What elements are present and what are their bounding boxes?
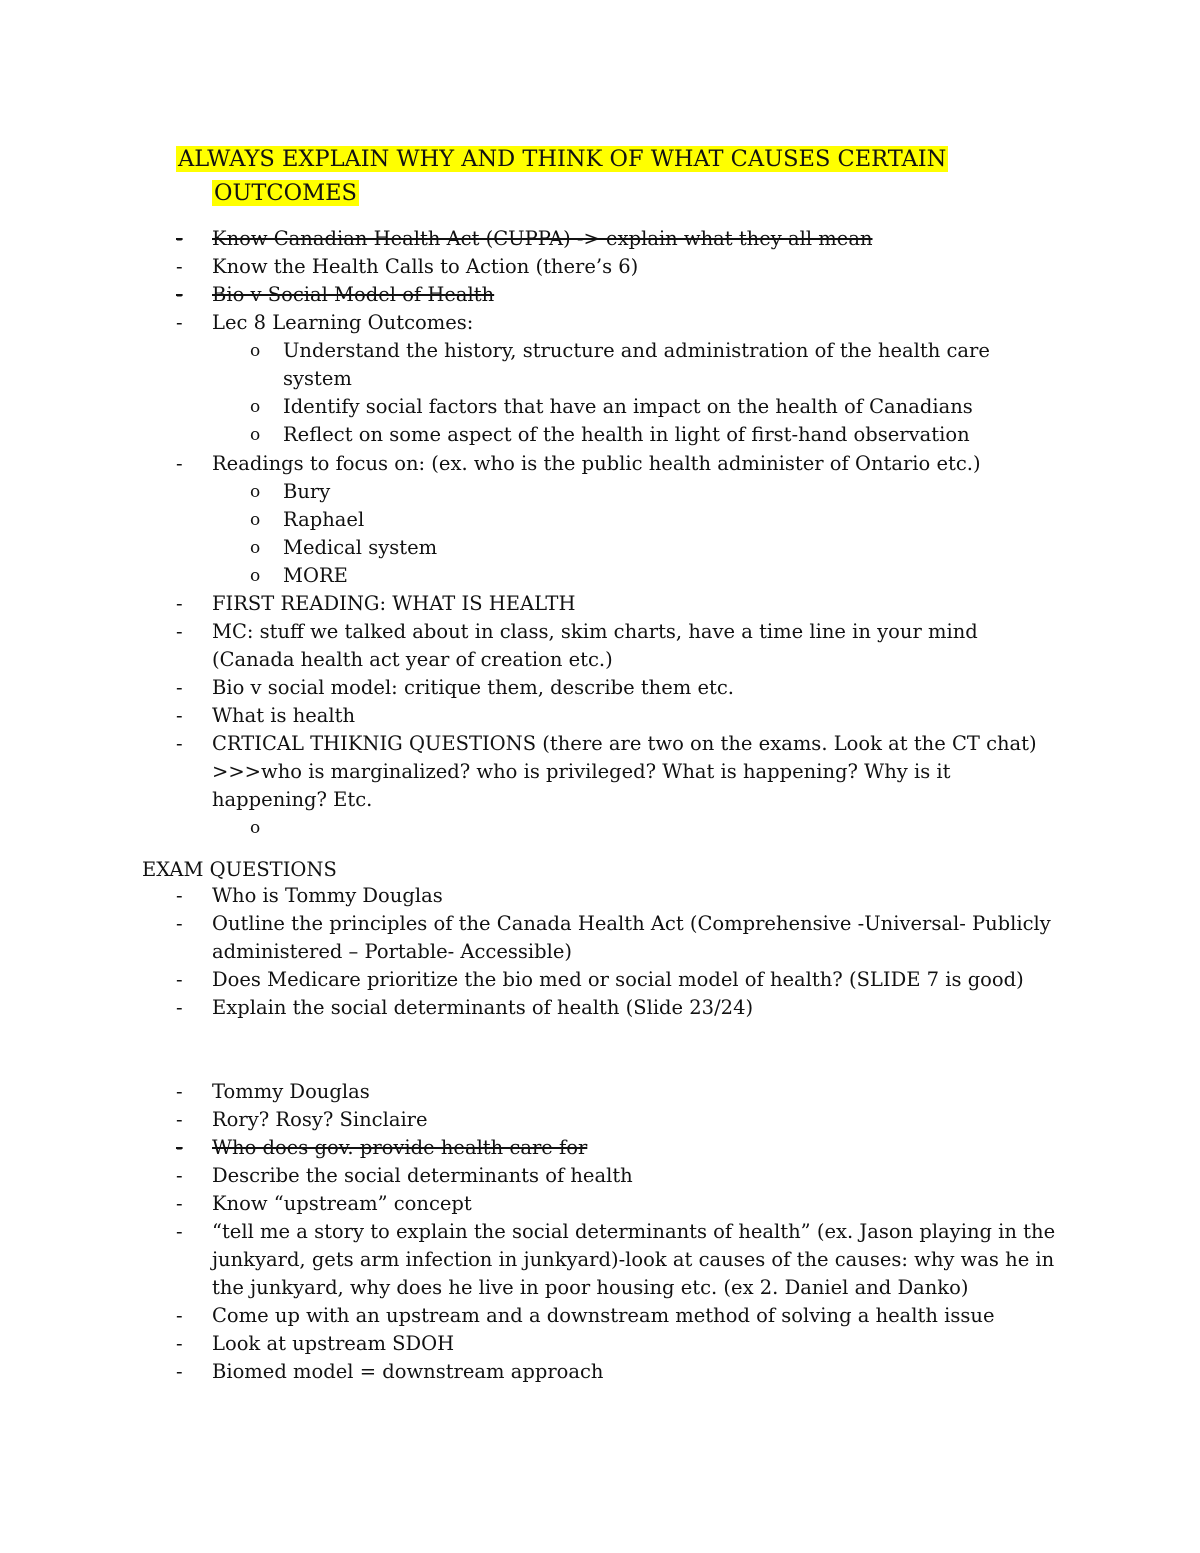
item-text: Come up with an upstream and a downstream method of solving a health issue — [212, 1304, 995, 1327]
item-text: MC: stuff we talked about in class, skim charts, have a time line in your mind (Canada health act year of creation etc.) — [212, 620, 978, 671]
sub-item — [0, 562, 1063, 590]
dash-marker: - — [176, 732, 183, 755]
sub-item — [0, 506, 1063, 534]
item-text: Who is Tommy Douglas — [212, 884, 443, 907]
dash-marker: - — [176, 1332, 183, 1355]
section-1 — [0, 225, 1200, 449]
dash-marker: - — [176, 227, 183, 250]
dash-marker: - — [176, 1220, 183, 1243]
item-text: Bio v Social Model of Health — [212, 283, 495, 306]
sub-item-text: Raphael — [283, 508, 365, 531]
dash-marker: - — [176, 452, 183, 475]
list-item — [0, 1078, 1062, 1106]
sub-item — [0, 393, 1063, 421]
sub-item-text: Bury — [283, 480, 331, 503]
list-item — [0, 1330, 1062, 1358]
item-text: Biomed model = downstream approach — [212, 1360, 604, 1383]
bullet-marker: o — [250, 397, 261, 417]
item-text: Who does gov. provide health care for — [212, 1136, 588, 1159]
exam-questions-title: EXAM QUESTIONS — [142, 858, 337, 881]
item-text: Bio v social model: critique them, describe them etc. — [212, 676, 734, 699]
sub-item — [0, 534, 1063, 562]
sub-item-text: Medical system — [283, 536, 438, 559]
dash-marker: - — [176, 620, 183, 643]
sub-item — [0, 337, 1063, 393]
list-item — [0, 994, 1062, 1022]
dash-marker: - — [176, 676, 183, 699]
item-text: Describe the social determinants of health — [212, 1164, 633, 1187]
item-text: Outline the principles of the Canada Health Act (Comprehensive -Universal- Publicly administered – Portable- Accessible) — [212, 912, 1051, 963]
dash-marker: - — [176, 996, 183, 1019]
bullet-marker: o — [250, 482, 261, 502]
dash-marker: - — [176, 1136, 183, 1159]
list-item — [0, 590, 1062, 618]
dash-marker: - — [176, 311, 183, 334]
dash-marker: - — [176, 968, 183, 991]
item-text: Look at upstream SDOH — [212, 1332, 455, 1355]
sub-item-text: MORE — [283, 564, 348, 587]
section-2 — [0, 450, 1200, 838]
dash-marker: - — [176, 912, 183, 935]
dash-marker: - — [176, 255, 183, 278]
list-item — [0, 1302, 1062, 1330]
dash-marker: - — [176, 704, 183, 727]
list-item — [0, 618, 1062, 674]
sub-item — [0, 421, 1063, 449]
list-item — [0, 966, 1062, 994]
list-item — [0, 1134, 1062, 1162]
sub-item — [0, 478, 1063, 506]
list-item — [0, 1162, 1062, 1190]
list-item — [0, 1106, 1062, 1134]
list-item — [0, 1358, 1062, 1386]
list-item — [0, 1190, 1062, 1218]
dash-marker: - — [176, 1108, 183, 1131]
sub-item-text: Reflect on some aspect of the health in light of first-hand observation — [283, 423, 970, 446]
exam-questions-list — [0, 882, 1200, 1022]
dash-marker: - — [176, 1080, 183, 1103]
sub-item-text: Understand the history, structure and administration of the health care system — [283, 339, 990, 390]
section-3 — [0, 1078, 1200, 1386]
dash-marker: - — [176, 884, 183, 907]
item-text: Know the Health Calls to Action (there’s 6) — [212, 255, 639, 278]
dash-marker: - — [176, 1164, 183, 1187]
dash-marker: - — [176, 1360, 183, 1383]
dash-marker: - — [176, 283, 183, 306]
list-item — [0, 225, 1062, 253]
page-heading — [176, 142, 1046, 210]
dash-marker: - — [176, 1192, 183, 1215]
item-text: Explain the social determinants of health (Slide 23/24) — [212, 996, 754, 1019]
list-item — [0, 674, 1062, 702]
bullet-marker: o — [250, 425, 261, 445]
item-text: Tommy Douglas — [212, 1080, 370, 1103]
item-text: Lec 8 Learning Outcomes: — [212, 311, 474, 334]
bullet-marker: o — [250, 538, 261, 558]
list-item — [0, 910, 1062, 966]
list-item — [0, 1218, 1062, 1302]
list-item — [0, 882, 1062, 910]
bullet-marker: o — [250, 341, 261, 361]
bullet-marker: o — [250, 510, 261, 530]
heading-line-2: OUTCOMES — [214, 180, 357, 206]
item-text: Readings to focus on: (ex. who is the public health administer of Ontario etc.) — [212, 452, 981, 475]
list-item — [0, 281, 1062, 309]
list-item — [0, 309, 1062, 337]
item-text: CRTICAL THIKNIG QUESTIONS (there are two on the exams. Look at the CT chat) >>>who is marginalized? who is privileged? What is happening? Why is it happening? Etc. — [212, 732, 1037, 811]
bullet-marker: o — [250, 818, 261, 838]
sub-item-text: Identify social factors that have an impact on the health of Canadians — [283, 395, 973, 418]
dash-marker: - — [176, 1304, 183, 1327]
item-text: “tell me a story to explain the social determinants of health” (ex. Jason playing in the junkyard, gets arm infection in junkyard)-look at causes of the causes: why was he in the junkyard, why does he live in poor housing etc. (ex 2. Daniel and Danko) — [212, 1220, 1056, 1299]
item-text: Does Medicare prioritize the bio med or social model of health? (SLIDE 7 is good) — [212, 968, 1024, 991]
bullet-marker: o — [250, 566, 261, 586]
heading-line-1: ALWAYS EXPLAIN WHY AND THINK OF WHAT CAUSES CERTAIN — [178, 146, 947, 172]
item-text: Know Canadian Health Act (CUPPA) -> explain what they all mean — [212, 227, 873, 250]
item-text: FIRST READING: WHAT IS HEALTH — [212, 592, 576, 615]
item-text: Know “upstream” concept — [212, 1192, 472, 1215]
list-item — [0, 253, 1062, 281]
list-item — [0, 450, 1062, 478]
dash-marker: - — [176, 592, 183, 615]
list-item — [0, 702, 1062, 730]
item-text: What is health — [212, 704, 356, 727]
list-item — [0, 730, 1062, 814]
item-text: Rory? Rosy? Sinclaire — [212, 1108, 428, 1131]
